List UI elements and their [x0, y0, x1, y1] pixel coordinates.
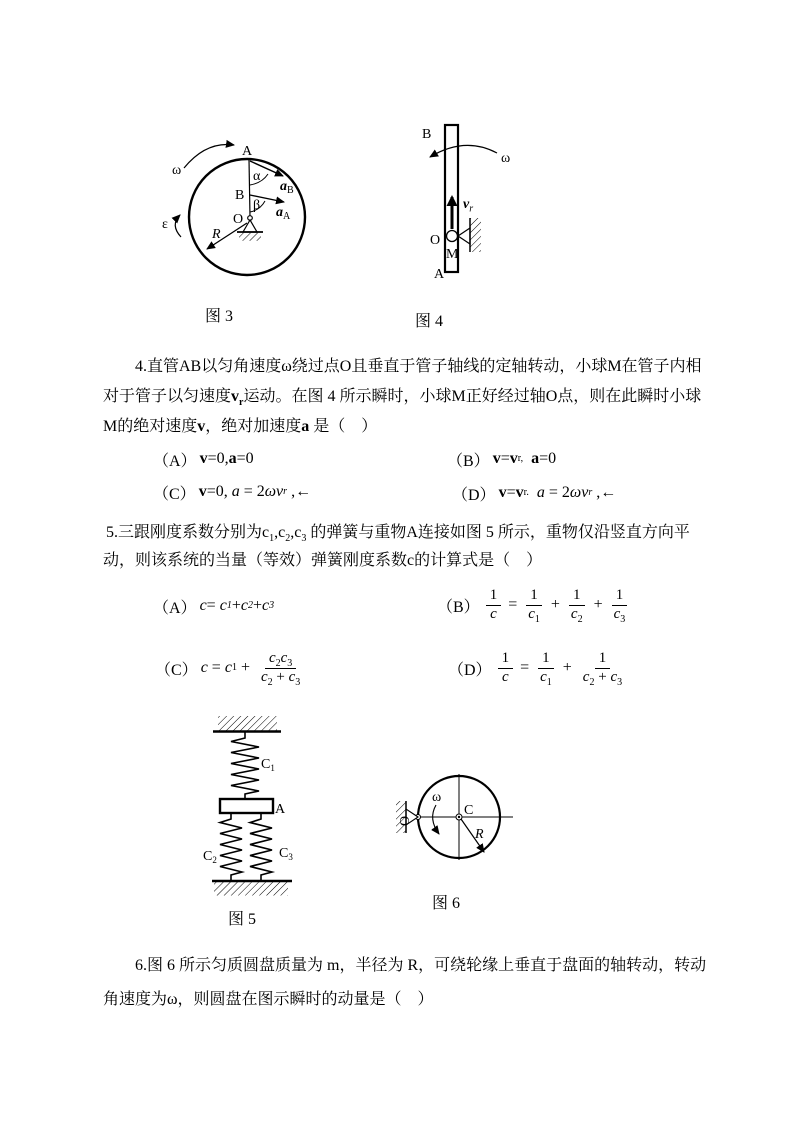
q4-option-b-label: （B）	[447, 452, 490, 470]
q5-option-b-label: （B）	[437, 598, 480, 616]
figure-3-caption: 图 3	[205, 308, 234, 325]
spring-C2-label: $C_2$	[203, 849, 217, 865]
R-label: R	[475, 827, 484, 842]
figure-4-caption: 图 4	[415, 313, 444, 330]
spring-C1	[231, 732, 259, 799]
figure-4-rotating-tube-diagram	[413, 120, 548, 282]
q4-text-line-2: 对于管子以匀速度$v_r$运动。在图 4 所示瞬时，小球M正好经过轴O点，则在此瞬时小球	[103, 388, 702, 409]
q5-option-c	[155, 644, 307, 692]
omega-rotation-arrow	[184, 144, 234, 168]
q4-option-b	[447, 447, 556, 471]
epsilon-label: ε	[162, 217, 168, 232]
q5-option-d-label: （D）	[448, 661, 492, 679]
q5-option-c-label: （C）	[155, 661, 198, 679]
pin-triangle	[243, 220, 257, 232]
omega-label: ω	[501, 151, 511, 166]
q4-option-d-label: （D）	[452, 486, 496, 504]
q4-option-b-formula: v = v r, a =0	[492, 450, 557, 467]
point-B-label: B	[235, 188, 245, 203]
q5-option-a	[153, 592, 274, 620]
relative-velocity-label: $v_r$	[463, 197, 474, 215]
radius-line-AO	[249, 160, 250, 218]
epsilon-rotation-arrow	[175, 215, 181, 237]
q5-option-c-formula: c = c 1 + $\frac{c_2c_3}{c_2 + c_3}$	[200, 650, 301, 688]
spring-C3	[250, 813, 272, 881]
q4-text-line-1: 4.直管AB以匀角速度ω绕过点O且垂直于管子轴线的定轴转动，小球M在管子内相	[135, 358, 702, 375]
vector-aB-label: $a_B$	[280, 179, 294, 196]
q5-text-line-1: 5.三跟刚度系数分别为$c_1,c_2,c_3$ 的弹簧与重物A连接如图 5 所示，重物仅沿竖直方向平	[106, 524, 690, 545]
figure-6-caption: 图 6	[432, 895, 461, 912]
point-A-label: A	[242, 144, 253, 159]
point-B-label: B	[422, 127, 432, 142]
center-dot	[458, 816, 460, 818]
vector-aA-label: $a_A$	[276, 205, 291, 222]
center-C-label: C	[464, 803, 474, 818]
alpha-label: α	[253, 169, 261, 184]
omega-rotation-arrow	[430, 145, 497, 157]
q6-text-line-1: 6.图 6 所示匀质圆盘质量为 m，半径为 R，可绕轮缘上垂直于盘面的轴转动，转动	[135, 957, 707, 974]
q4-option-c-formula: v =0, a = 2 ω v r ,←	[198, 483, 312, 500]
R-label: R	[212, 227, 221, 242]
ceiling-hatch	[218, 716, 277, 731]
q5-option-b-formula: $\frac{1}{c}$ = $\frac{1}{c_1}$ + $\frac{1}{c_2}$ + $\frac{1}{c_3}$	[483, 587, 633, 623]
q4-text-line-3: M的绝对速度v，绝对加速度a 是（ ）	[103, 418, 378, 435]
spring-C2	[220, 813, 242, 881]
ground-hatch	[239, 233, 261, 241]
figure-5-spring-system-diagram	[195, 705, 310, 900]
ball-M	[447, 231, 458, 242]
block-A	[220, 799, 273, 813]
q5-option-b	[437, 584, 632, 626]
q4-option-a	[153, 447, 254, 471]
q5-option-a-label: （A）	[153, 599, 197, 617]
q5-option-d	[448, 644, 629, 692]
point-A-label: A	[434, 267, 445, 282]
q5-text-line-2: 动，则该系统的当量（等效）弹簧刚度系数c的计算式是（ ）	[103, 552, 543, 569]
q4-option-d-formula: v = v r. a = 2 ω v r ,←	[498, 484, 617, 501]
q6-text-line-2: 角速度为ω，则圆盘在图示瞬时的动量是（ ）	[103, 991, 434, 1008]
pin-triangle	[458, 228, 470, 244]
figure-3-rotating-disk-diagram	[150, 128, 365, 306]
q4-option-a-formula: v =0, a =0	[199, 450, 254, 467]
point-O-label: O	[430, 233, 441, 248]
block-A-label: A	[275, 802, 286, 817]
omega-label: ω	[172, 163, 182, 178]
beta-label: β	[253, 198, 261, 213]
pivot-O-label: O	[398, 815, 413, 826]
q5-option-d-formula: $\frac{1}{c}$ = $\frac{1}{c_1}$ + $\frac{1}{c_2 + c_3}$	[495, 650, 630, 686]
spring-C3-label: $C_3$	[279, 846, 293, 862]
q4-option-c	[153, 480, 311, 504]
q4-option-a-label: （A）	[153, 452, 197, 470]
point-O-label: O	[233, 212, 244, 227]
point-M-label: M	[446, 247, 459, 262]
q5-option-a-formula: c = c 1 + c 2 + c 3	[199, 597, 275, 614]
omega-rotation-arrow	[433, 805, 439, 834]
figure-5-caption: 图 5	[228, 911, 257, 928]
spring-C1-label: $C_1$	[261, 757, 275, 773]
figure-6-pivoted-disk-diagram	[385, 745, 525, 875]
omega-label: ω	[432, 790, 442, 805]
q4-option-d	[452, 481, 616, 505]
q4-option-c-label: （C）	[153, 485, 196, 503]
floor-hatch	[214, 882, 288, 896]
wall-hatch	[470, 218, 481, 252]
